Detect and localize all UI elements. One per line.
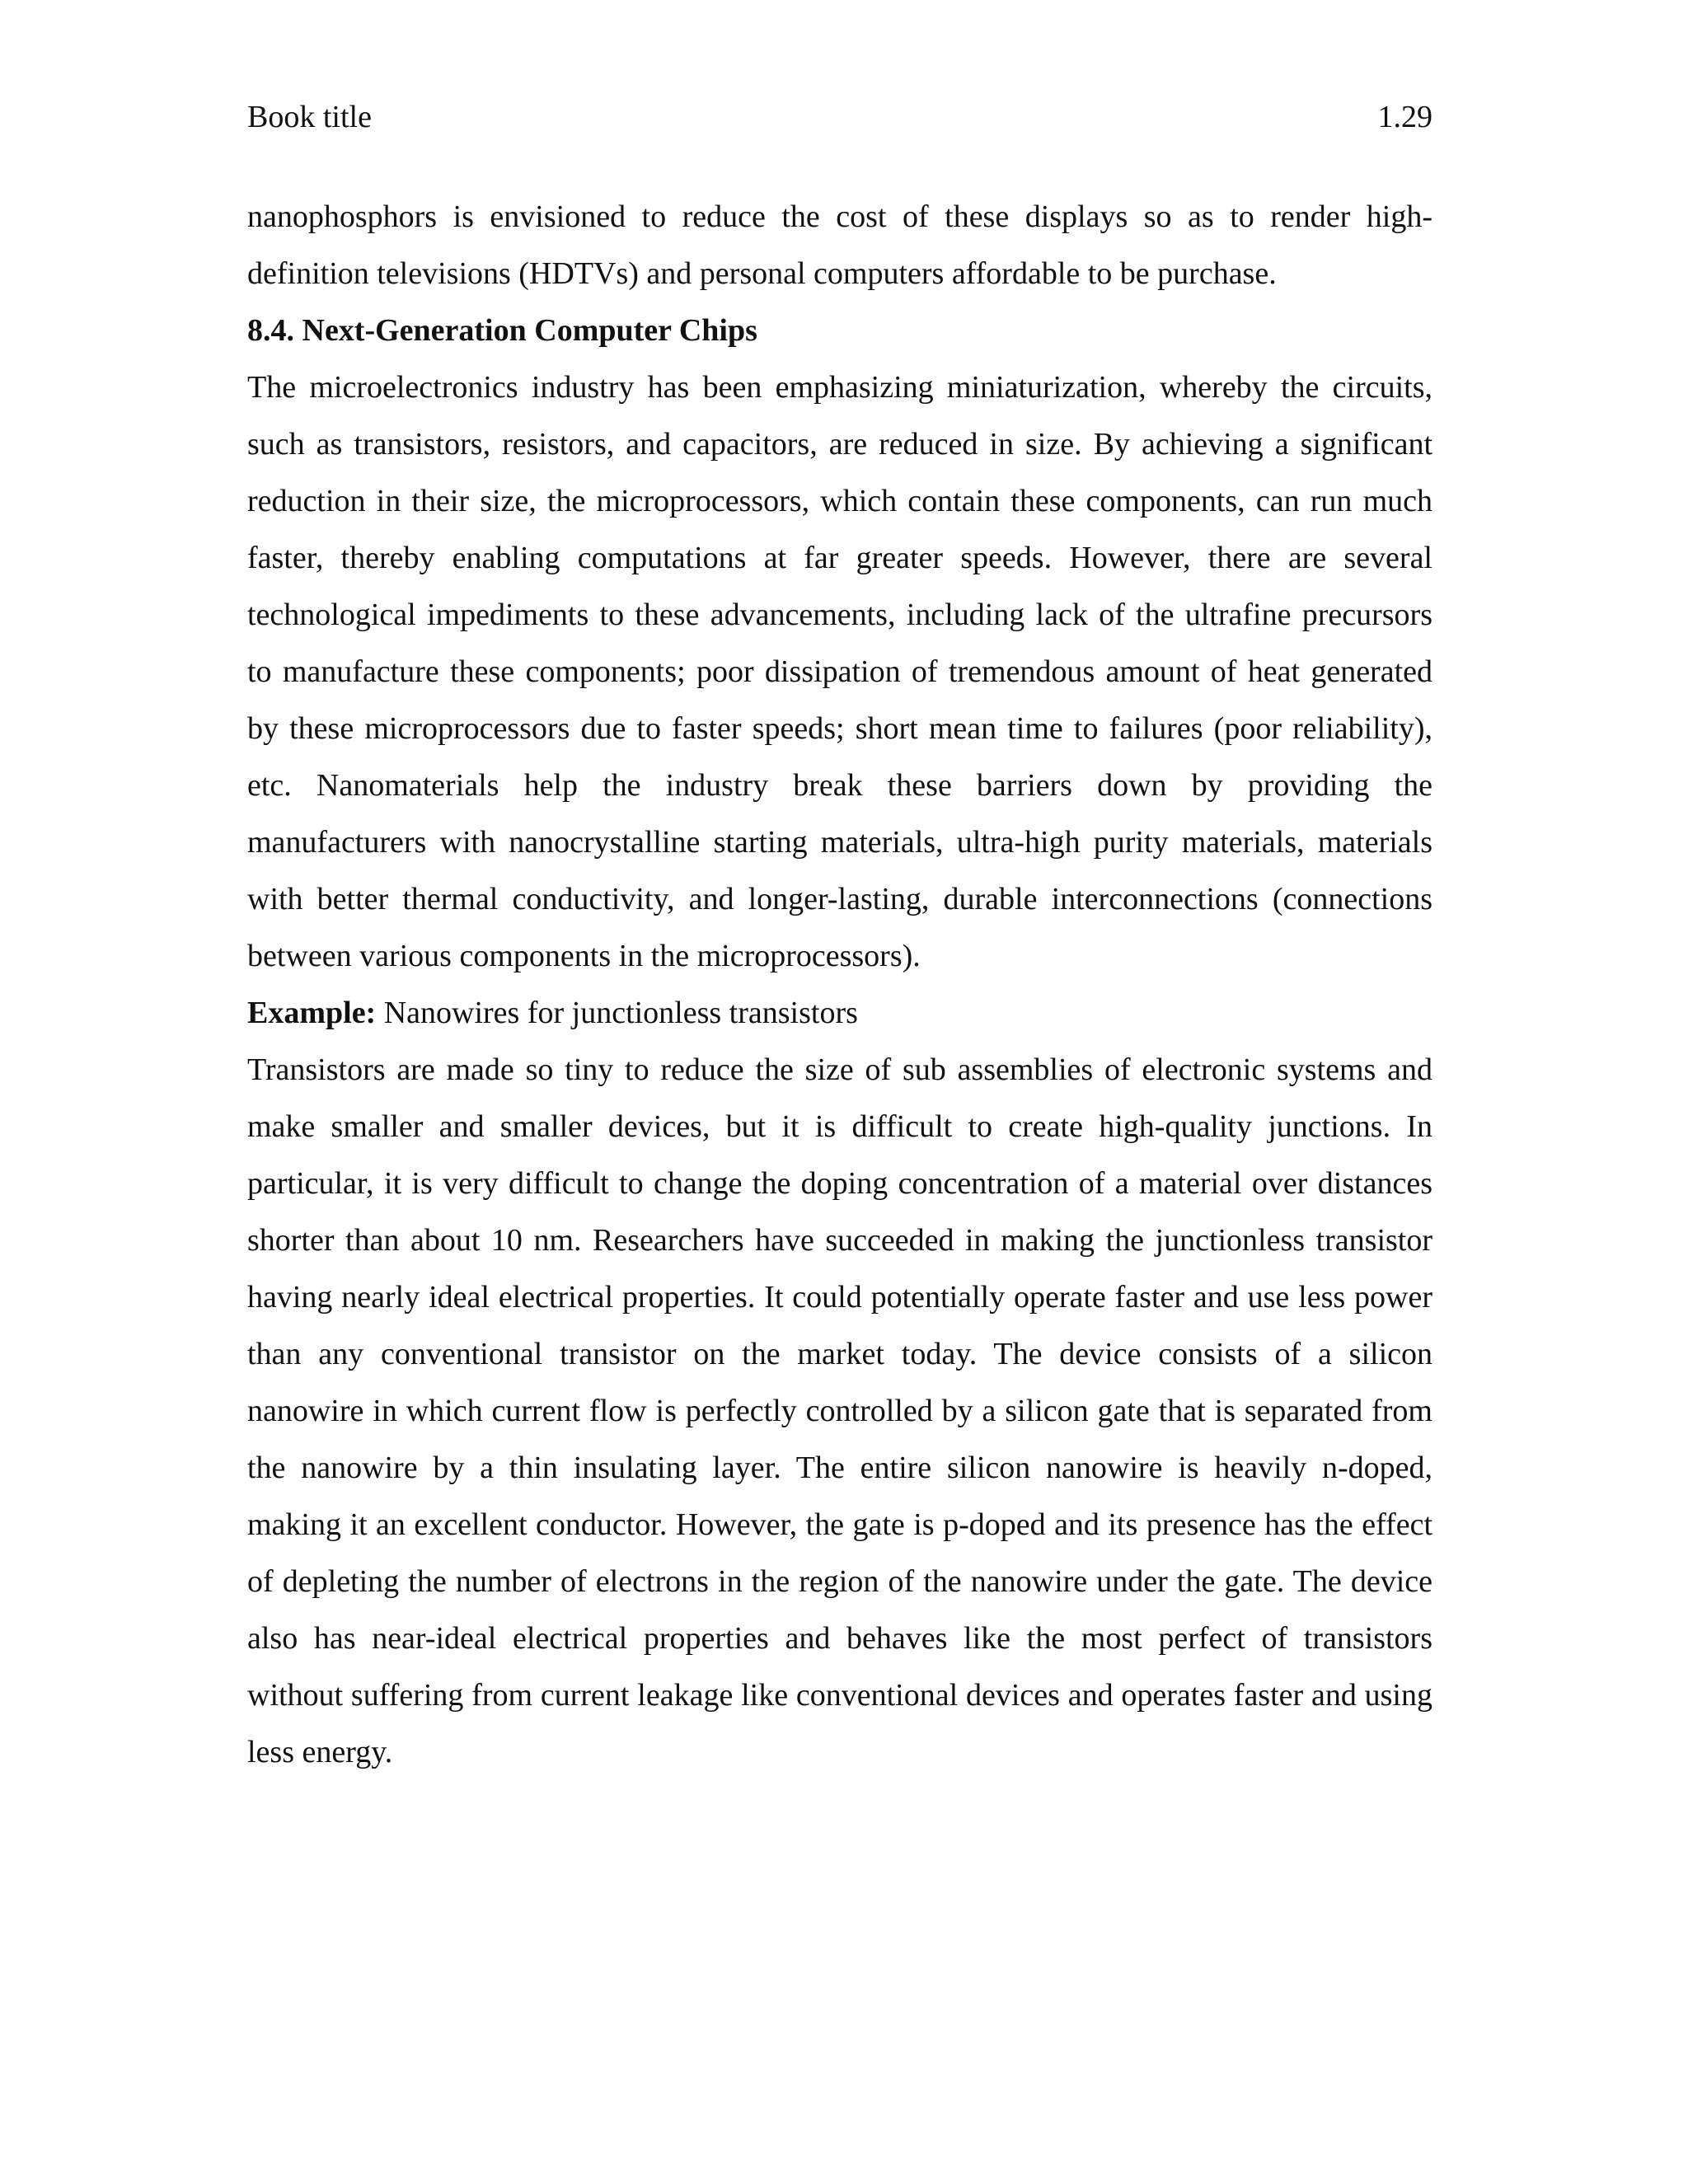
example-title: Nanowires for junctionless transistors	[376, 996, 858, 1030]
page-number: 1.29	[1377, 100, 1432, 134]
running-header	[247, 97, 1432, 137]
example-label: Example:	[247, 996, 377, 1030]
section-paragraph: The microelectronics industry has been emphasizing miniaturization, whereby the circuits, such as transistors, resistors, and capacitors, are reduced in size. By achieving a significant reduction in their size, the microprocessors, which contain these components, can run much faster, thereby enabling computations at far greater speeds. However, there are several technological impediments to these advancements, including lack of the ultrafine precursors to manufacture these components; poor dissipation of tremendous amount of heat generated by these microprocessors due to faster speeds; short mean time to failures (poor reliability), etc. Nanomaterials help the industry break these barriers down by providing the manufacturers with nanocrystalline starting materials, ultra-high purity materials, materials with better thermal conductivity, and longer-lasting, durable interconnections (connections between various components in the microprocessors).	[247, 370, 1432, 973]
book-title: Book title	[247, 100, 372, 134]
body-text	[247, 189, 1432, 1781]
section-heading: 8.4. Next-Generation Computer Chips	[247, 313, 757, 348]
example-heading	[247, 985, 1432, 1042]
example-paragraph: Transistors are made so tiny to reduce the size of sub assemblies of electronic systems and make smaller and smaller devices, but it is difficult to create high-quality junctions. In particular, it is very difficult to change the doping concentration of a material over distances shorter than about 10 nm. Researchers have succeeded in making the junctionless transistor having nearly ideal electrical properties. It could potentially operate faster and use less power than any conventional transistor on the market today. The device consists of a silicon nanowire in which current flow is perfectly controlled by a silicon gate that is separated from the nanowire by a thin insulating layer. The entire silicon nanowire is heavily n-doped, making it an excellent conductor. However, the gate is p-doped and its presence has the effect of depleting the number of electrons in the region of the nanowire under the gate. The device also has near-ideal electrical properties and behaves like the most perfect of transistors without suffering from current leakage like conventional devices and operates faster and using less energy.	[247, 1052, 1432, 1769]
continuation-paragraph: nanophosphors is envisioned to reduce the cost of these displays so as to render high-definition televisions (HDTVs) and personal computers affordable to be purchase.	[247, 199, 1432, 291]
